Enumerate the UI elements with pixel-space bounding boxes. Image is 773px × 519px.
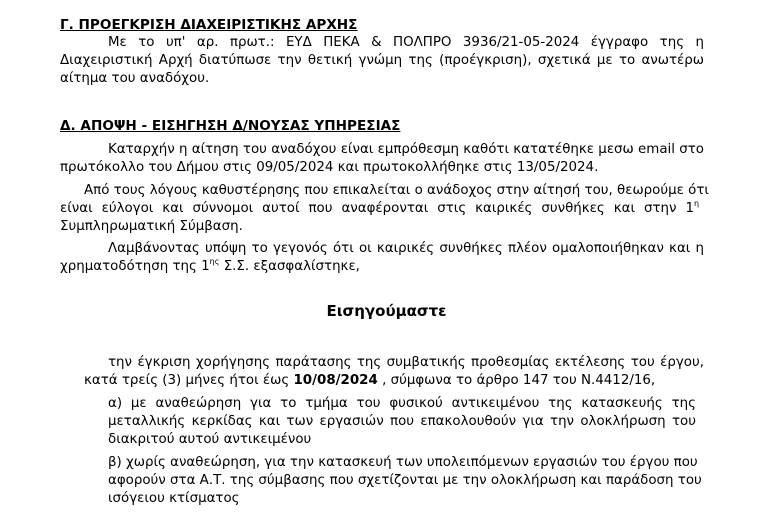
item-b-line-3: ισόγειου κτίσματος (108, 491, 240, 506)
section-d-heading: Δ. ΑΠΟΨΗ - ΕΙΣΗΓΗΣΗ Δ/ΝΟΥΣΑΣ ΥΠΗΡΕΣΙΑΣ (60, 118, 401, 134)
item-b-line-2: αφορούν στα Α.Τ. της σύμβασης που σχετίζονται με την ολοκλήρωση και παράδοση του (108, 473, 702, 488)
section-d-p2-line-2 (60, 200, 704, 218)
recommend-line-2-pre: κατά τρείς (3) μήνες ήτοι έως (84, 373, 294, 388)
p3-text-post: Σ.Σ. εξασφαλίστηκε, (219, 259, 360, 274)
section-d-p2-line-3: Συμπληρωματική Σύμβαση. (60, 219, 243, 234)
section-d-p1-line-2: πρωτόκολλο του Δήμου στις 09/05/2024 και πρωτοκολλήθηκε στις 13/05/2024. (60, 160, 599, 175)
recommend-title: Εισηγούμαστε (326, 302, 447, 320)
recommend-line-2 (84, 372, 655, 390)
superscript: η (694, 199, 700, 208)
recommend-line-2-post: , σύμφωνα το άρθρο 147 του Ν.4412/16, (377, 373, 656, 388)
item-a-line-3: διακριτού αυτού αντικειμένου (108, 432, 312, 447)
deadline-date: 10/08/2024 (293, 373, 378, 388)
recommend-line-1: την έγκριση χορήγησης παράτασης της συμβατικής προθεσμίας εκτέλεσης του έργου, (108, 355, 704, 370)
p3-text-pre: χρηματοδότηση της 1 (60, 259, 210, 274)
section-d-p3-line-1: Λαμβάνοντας υπόψη το γεγονός ότι οι καιρικές συνθήκες πλέον ομαλοποιήθηκαν και η (108, 241, 704, 256)
item-a-line-2: μεταλλικής κερκίδας και των εργασιών που επακολουθούν για την ολοκλήρωση του (108, 414, 696, 429)
section-d-p2-line-1: Από τους λόγους καθυστέρησης που επικαλείται ο ανάδοχος στην αίτησή του, θεωρούμε ότι (84, 183, 709, 198)
section-d-p2-line-2-text: είναι εύλογοι και σύννομοι αυτοί που αναφέρονται στις καιρικές συνθήκες και στην 1 (60, 201, 694, 216)
section-d-p3-line-2 (60, 258, 360, 276)
superscript: ης (209, 257, 220, 266)
section-g-line-1: Με το υπ' αρ. πρωτ.: ΕΥΔ ΠΕΚΑ & ΠΟΛΠΡΟ 3936/21-05-2024 έγγραφο της η (108, 35, 704, 50)
section-g-line-3: αίτημα του αναδόχου. (60, 71, 210, 86)
section-g-heading: Γ. ΠΡΟΕΓΚΡΙΣΗ ΔΙΑΧΕΙΡΙΣΤΙΚΗΣ ΑΡΧΗΣ (60, 17, 358, 33)
item-a-line-1: α) με αναθεώρηση για το τμήμα του φυσικού αντικειμένου της κατασκευής της (108, 396, 696, 411)
section-d-p1-line-1: Καταρχήν η αίτηση του αναδόχου είναι εμπρόθεσμη καθότι κατατέθηκε μεσω email στο (108, 142, 704, 157)
item-b-line-1: β) χωρίς αναθεώρηση, για την κατασκευή των υπολειπόμενων εργασιών του έργου που (108, 455, 698, 470)
section-g-line-2: Διαχειριστική Αρχή διατύπωσε την θετική γνώμη της (προέγκριση), σχετικά με το ανωτέρω (60, 53, 704, 68)
